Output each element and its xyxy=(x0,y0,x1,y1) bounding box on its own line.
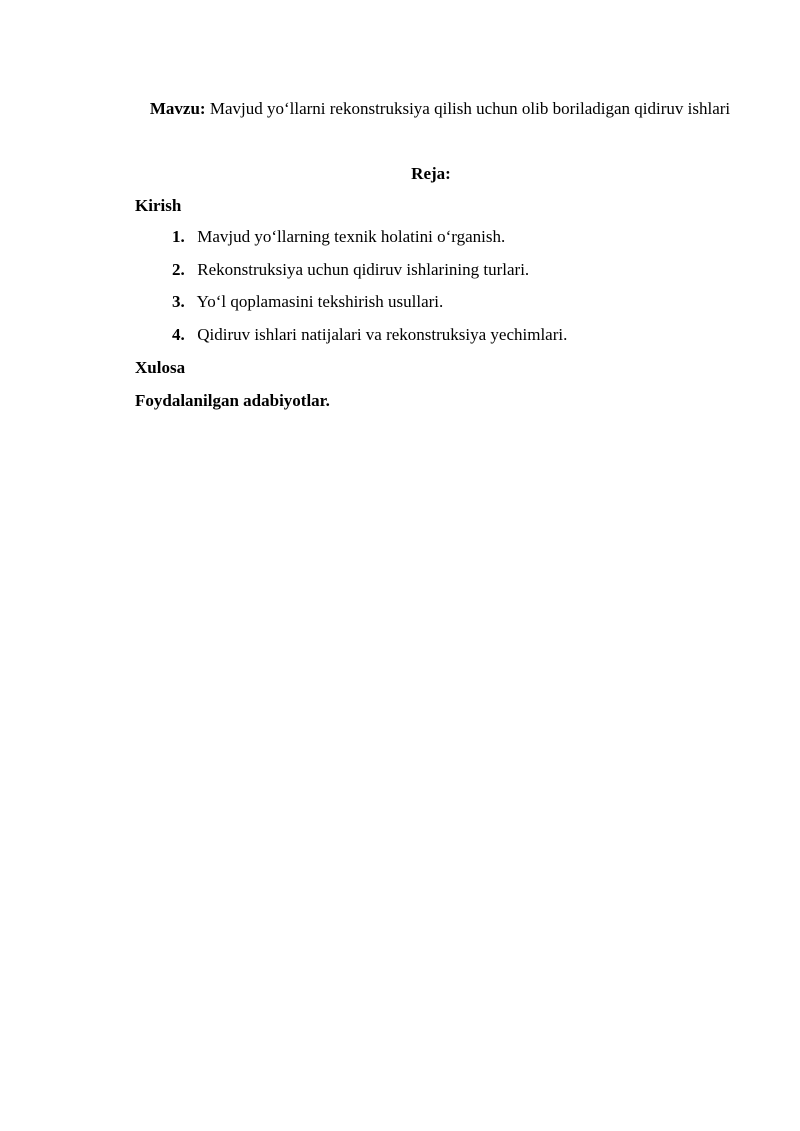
plan-item-number: 2. xyxy=(172,259,185,279)
intro-heading: Kirish xyxy=(135,196,182,215)
references-heading: Foydalanilgan adabiyotlar. xyxy=(135,391,330,410)
plan-item xyxy=(172,319,567,352)
plan-item-number: 3. xyxy=(172,292,185,311)
plan-item-number: 1. xyxy=(172,227,185,246)
plan-item-text: Yo‘l qoplamasini tekshirish usullari. xyxy=(196,292,444,311)
plan-item-text: Mavjud yo‘llarning texnik holatini o‘rganish. xyxy=(197,227,506,246)
plan-item xyxy=(172,221,567,254)
topic-text: Mavjud yo‘llarni rekonstruksiya qilish uchun olib boriladigan qidiruv ishlari xyxy=(209,99,731,118)
plan-item-text: Qidiruv ishlari natijalari va rekonstruksiya yechimlari. xyxy=(197,324,568,344)
plan-item-number: 4. xyxy=(172,324,185,344)
plan-item xyxy=(172,254,567,287)
topic-label: Mavzu: xyxy=(149,99,206,118)
conclusion-heading: Xulosa xyxy=(135,358,186,377)
plan-item xyxy=(172,286,567,319)
document-topic xyxy=(135,92,745,125)
plan-heading: Reja: xyxy=(411,164,451,183)
plan-list xyxy=(172,221,567,351)
plan-item-text: Rekonstruksiya uchun qidiruv ishlarining turlari. xyxy=(197,259,530,279)
